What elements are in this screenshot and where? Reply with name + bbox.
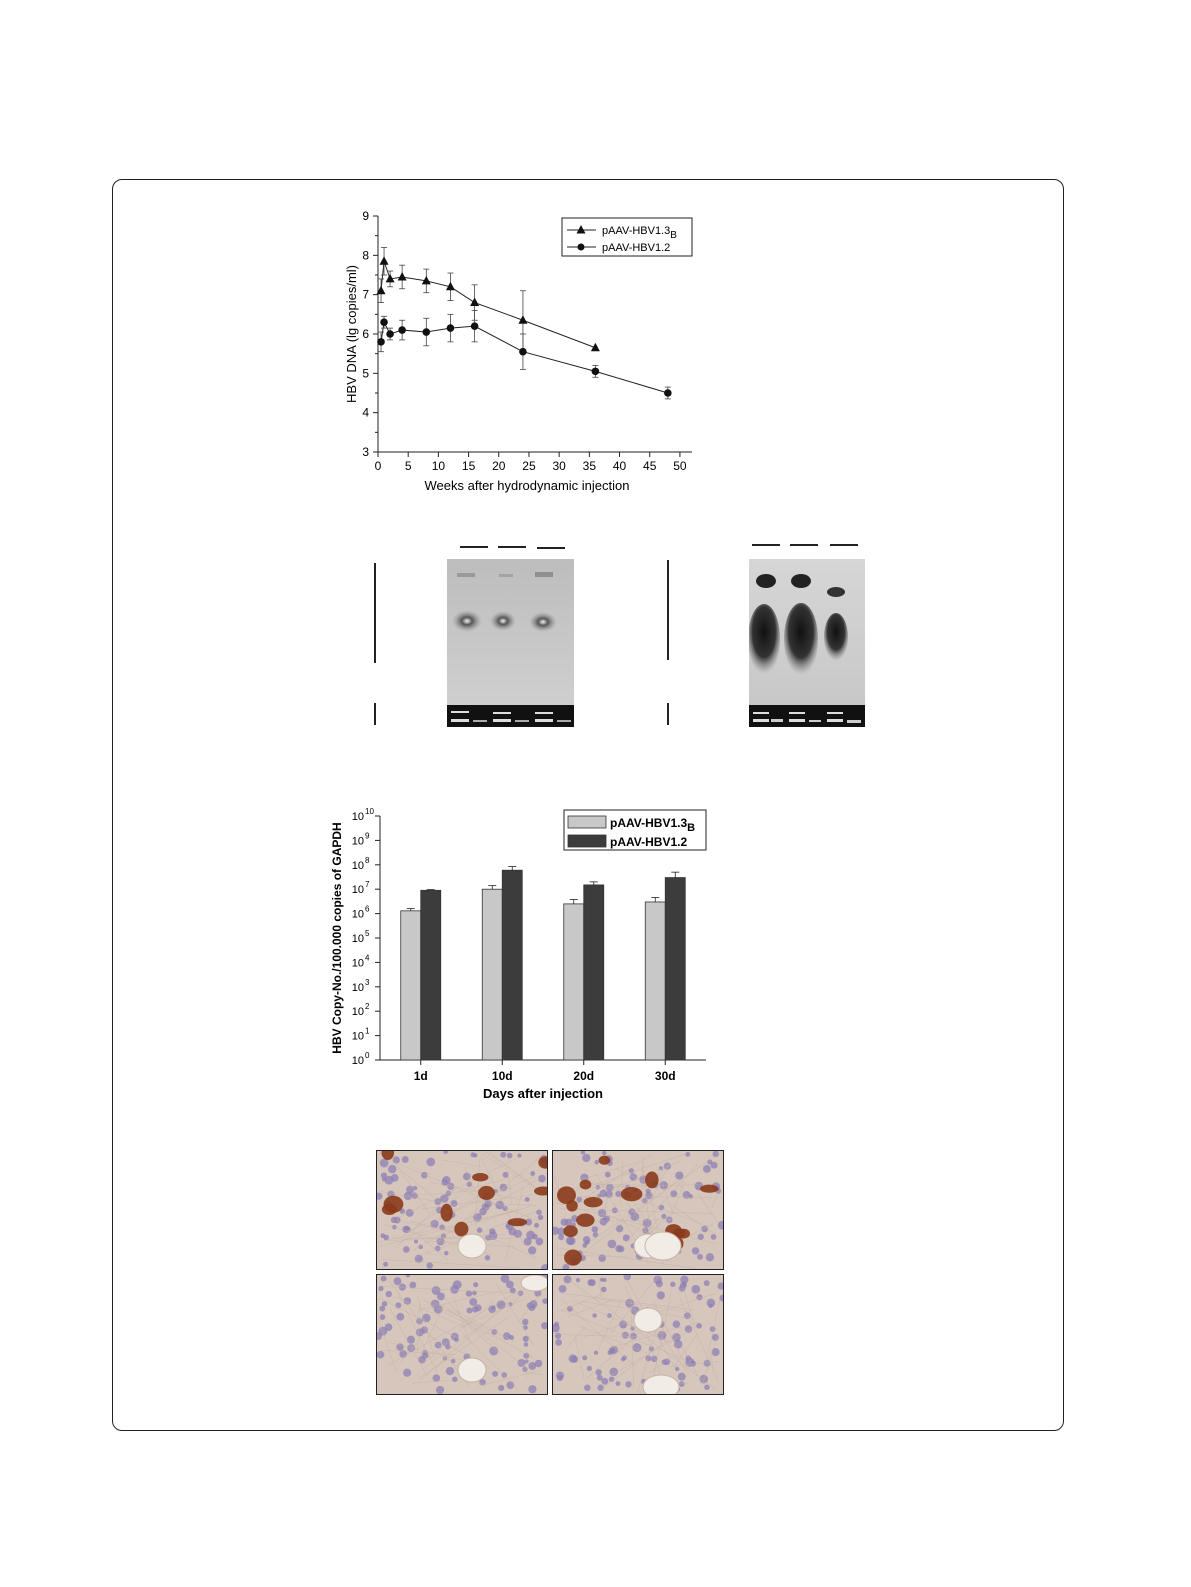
- lane-group-line: [498, 546, 526, 548]
- data-point-circle: [380, 318, 388, 326]
- legend-label: pAAV-HBV1.2: [610, 835, 688, 849]
- nucleus: [523, 1336, 529, 1342]
- y-tick-label: 10: [351, 884, 364, 897]
- legend-swatch: [568, 835, 606, 847]
- stained-hepatocyte: [580, 1180, 592, 1190]
- y-tick-label: 8: [362, 248, 369, 263]
- nucleus: [616, 1225, 624, 1233]
- nucleus: [605, 1172, 611, 1178]
- x-axis-label: Days after injection: [483, 1086, 603, 1101]
- nucleus: [657, 1291, 665, 1299]
- nucleus: [403, 1369, 411, 1377]
- x-tick-label: 50: [673, 459, 687, 473]
- ihc-photo-top-left: [376, 1150, 548, 1270]
- x-tick-label: 30: [552, 459, 566, 473]
- nucleus: [393, 1277, 401, 1285]
- x-tick-label: 5: [404, 459, 412, 473]
- nucleus: [661, 1214, 666, 1219]
- nucleus: [678, 1373, 686, 1381]
- nucleus: [471, 1152, 476, 1157]
- nucleus: [582, 1355, 587, 1360]
- nucleus: [576, 1278, 580, 1282]
- nucleus: [421, 1172, 428, 1179]
- nucleus: [697, 1254, 703, 1260]
- legend-label-subscript: B: [687, 822, 696, 834]
- data-point-circle: [664, 389, 672, 397]
- nucleus: [492, 1371, 498, 1377]
- stained-hepatocyte: [440, 1204, 452, 1222]
- lane-group-line: [790, 544, 818, 546]
- nucleus: [703, 1165, 711, 1173]
- data-point-circle: [386, 330, 394, 338]
- nucleus: [402, 1156, 409, 1163]
- nucleus: [558, 1234, 564, 1240]
- nucleus: [442, 1338, 450, 1346]
- nucleus: [583, 1236, 591, 1244]
- nucleus: [407, 1336, 415, 1344]
- data-point-circle: [377, 338, 385, 346]
- y-tick-label: 10: [351, 859, 364, 872]
- y-tick-label: 10: [351, 1055, 364, 1067]
- y-tick-exponent: 6: [365, 904, 370, 914]
- nucleus: [382, 1301, 388, 1307]
- nucleus: [514, 1230, 522, 1238]
- nucleus: [473, 1282, 478, 1287]
- hbv-dna-line-chart: [330, 200, 710, 500]
- nucleus: [704, 1280, 710, 1286]
- x-tick-label: 35: [582, 459, 597, 473]
- lane-group-line: [830, 544, 858, 546]
- bar-30d-1: [665, 878, 685, 1060]
- nucleus: [609, 1367, 618, 1376]
- nucleus: [685, 1152, 690, 1157]
- nucleus: [623, 1234, 630, 1241]
- bar-30d-0: [645, 902, 665, 1060]
- y-tick-label: 6: [362, 327, 369, 341]
- nucleus: [691, 1285, 700, 1294]
- y-tick-exponent: 7: [365, 880, 370, 890]
- nucleus: [524, 1342, 528, 1346]
- data-point-triangle: [470, 298, 479, 307]
- nucleus: [475, 1304, 482, 1311]
- nucleus: [522, 1319, 528, 1325]
- nucleus: [589, 1279, 596, 1286]
- central-vein: [643, 1375, 679, 1394]
- stained-hepatocyte: [382, 1204, 397, 1215]
- x-tick-label: 0: [374, 459, 382, 473]
- nucleus: [446, 1367, 454, 1375]
- nucleus: [530, 1300, 538, 1308]
- nucleus: [584, 1385, 591, 1392]
- nucleus: [601, 1287, 607, 1293]
- stained-hepatocyte: [700, 1185, 719, 1193]
- blot-bracket-upper-right: [667, 560, 669, 660]
- nucleus: [396, 1313, 404, 1321]
- nucleus: [690, 1361, 696, 1367]
- nucleus: [500, 1152, 506, 1158]
- nucleus: [566, 1236, 575, 1245]
- y-tick-exponent: 9: [365, 831, 370, 841]
- y-tick-label: 10: [351, 981, 364, 994]
- nucleus: [380, 1314, 386, 1320]
- nucleus: [466, 1290, 472, 1296]
- stained-hepatocyte: [564, 1250, 582, 1266]
- nucleus: [381, 1276, 387, 1282]
- y-tick-label: 10: [351, 957, 364, 970]
- stained-hepatocyte: [557, 1186, 576, 1204]
- stained-hepatocyte: [478, 1186, 495, 1200]
- nucleus: [675, 1171, 683, 1179]
- nucleus: [452, 1377, 457, 1382]
- hbv-copy-bar-chart: [328, 802, 728, 1102]
- nucleus: [587, 1366, 592, 1371]
- nucleus: [383, 1235, 389, 1241]
- ihc-photo-top-right: [552, 1150, 724, 1270]
- central-vein: [521, 1275, 547, 1291]
- nucleus: [606, 1184, 614, 1192]
- lane-group-line: [537, 547, 565, 549]
- y-tick-label: 9: [362, 209, 369, 223]
- nucleus: [704, 1384, 709, 1389]
- nucleus: [594, 1160, 598, 1164]
- data-point-circle: [471, 322, 479, 330]
- bar-20d-1: [584, 885, 604, 1060]
- nucleus: [383, 1262, 388, 1267]
- x-tick-label: 1d: [413, 1069, 428, 1083]
- nucleus: [672, 1333, 681, 1342]
- y-tick-label: 10: [351, 1030, 364, 1043]
- central-vein: [458, 1234, 486, 1258]
- nucleus: [453, 1280, 462, 1289]
- ihc-photo-bottom-left: [376, 1274, 548, 1395]
- x-tick-label: 30d: [654, 1069, 676, 1083]
- stained-hepatocyte: [563, 1225, 577, 1237]
- nucleus: [528, 1246, 536, 1254]
- legend-label: pAAV-HBV1.3B: [610, 816, 696, 834]
- stained-hepatocyte: [584, 1197, 603, 1207]
- y-tick-label: 10: [351, 835, 364, 848]
- nucleus: [433, 1374, 441, 1382]
- nucleus: [426, 1262, 432, 1268]
- nucleus: [381, 1172, 387, 1178]
- nucleus: [675, 1367, 679, 1371]
- nucleus: [536, 1238, 544, 1246]
- nucleus: [409, 1282, 416, 1289]
- y-tick-exponent: 3: [365, 977, 370, 987]
- nucleus: [466, 1307, 472, 1313]
- nucleus: [571, 1356, 578, 1363]
- stained-hepatocyte: [599, 1156, 611, 1165]
- nucleus: [621, 1357, 625, 1361]
- data-point-circle: [423, 328, 431, 336]
- legend-label: pAAV-HBV1.2: [602, 242, 671, 254]
- y-tick-label: 10: [351, 1006, 364, 1019]
- blot-bracket-upper-left: [374, 563, 376, 663]
- nucleus: [536, 1209, 541, 1214]
- nucleus: [711, 1162, 718, 1169]
- y-tick-label: 3: [362, 445, 369, 459]
- nucleus: [534, 1223, 539, 1228]
- x-tick-label: 20: [492, 459, 506, 473]
- bar-10d-0: [482, 889, 502, 1060]
- bar-1d-1: [421, 890, 441, 1060]
- nucleus: [436, 1386, 444, 1394]
- central-vein: [634, 1308, 662, 1332]
- y-tick-exponent: 10: [365, 807, 374, 816]
- y-tick-label: 10: [351, 933, 364, 945]
- southern-blot-right: [749, 559, 865, 727]
- data-point-triangle: [380, 256, 389, 265]
- bar-1d-0: [401, 911, 421, 1060]
- nucleus: [469, 1298, 477, 1306]
- nucleus: [598, 1254, 606, 1262]
- x-tick-label: 10d: [491, 1069, 513, 1083]
- nucleus: [564, 1275, 572, 1283]
- bar-10d-1: [502, 870, 522, 1060]
- nucleus: [485, 1255, 490, 1260]
- y-tick-exponent: 8: [365, 855, 370, 865]
- nucleus: [602, 1151, 606, 1155]
- nucleus: [525, 1197, 530, 1202]
- legend-swatch: [568, 816, 606, 828]
- nucleus: [555, 1339, 562, 1346]
- nucleus: [557, 1375, 563, 1381]
- nucleus: [498, 1385, 504, 1391]
- blot-bracket-lower-left: [374, 703, 376, 725]
- nucleus: [680, 1282, 687, 1289]
- nucleus: [616, 1381, 621, 1386]
- x-axis-label: Weeks after hydrodynamic injection: [424, 478, 630, 493]
- y-tick-label: 10: [351, 908, 364, 921]
- legend-marker-circle: [578, 244, 585, 251]
- nucleus: [440, 1194, 448, 1202]
- data-point-circle: [398, 326, 406, 334]
- nucleus: [699, 1375, 708, 1384]
- nucleus: [707, 1299, 715, 1307]
- nucleus: [528, 1362, 536, 1370]
- stained-hepatocyte: [621, 1187, 643, 1201]
- y-tick-exponent: 1: [365, 1026, 370, 1036]
- nucleus: [517, 1153, 521, 1157]
- nucleus: [406, 1209, 414, 1217]
- nucleus: [706, 1253, 714, 1261]
- y-tick-label: 10: [351, 811, 364, 823]
- southern-blot-left: [447, 559, 574, 727]
- x-tick-label: 40: [612, 459, 627, 473]
- nucleus: [507, 1153, 513, 1159]
- series-line-0: [381, 261, 595, 348]
- nucleus: [679, 1381, 685, 1387]
- nucleus: [554, 1322, 559, 1327]
- nucleus: [501, 1372, 507, 1378]
- nucleus: [597, 1375, 603, 1381]
- nucleus: [435, 1246, 441, 1252]
- y-tick-exponent: 2: [365, 1002, 370, 1012]
- x-tick-label: 25: [522, 459, 536, 473]
- nucleus: [592, 1313, 597, 1318]
- y-tick-exponent: 4: [365, 953, 370, 963]
- nucleus: [711, 1234, 717, 1240]
- central-vein: [645, 1232, 681, 1260]
- nucleus: [530, 1171, 535, 1176]
- nucleus: [683, 1191, 691, 1199]
- nucleus: [609, 1348, 615, 1354]
- data-point-circle: [447, 324, 455, 332]
- nucleus: [582, 1154, 590, 1162]
- nucleus: [594, 1351, 598, 1355]
- y-axis-label: HBV Copy-No./100.000 copies of GAPDH: [330, 822, 344, 1054]
- nucleus: [673, 1320, 681, 1328]
- nucleus: [555, 1333, 561, 1339]
- nucleus: [403, 1246, 410, 1253]
- lane-group-line: [460, 546, 488, 548]
- nucleus: [528, 1385, 536, 1393]
- nucleus: [711, 1348, 719, 1356]
- nucleus: [603, 1278, 607, 1282]
- data-point-circle: [519, 348, 527, 356]
- y-tick-label: 4: [362, 405, 369, 420]
- x-tick-label: 15: [461, 459, 476, 473]
- lane-group-line: [752, 544, 780, 546]
- data-point-circle: [592, 368, 600, 376]
- nucleus: [484, 1200, 492, 1208]
- nucleus: [444, 1251, 448, 1255]
- nucleus: [696, 1323, 702, 1329]
- ihc-photo-bottom-right: [552, 1274, 724, 1395]
- y-tick-label: 5: [362, 366, 369, 381]
- stained-hepatocyte: [645, 1172, 658, 1189]
- nucleus: [670, 1190, 677, 1197]
- y-tick-label: 7: [362, 287, 369, 302]
- x-tick-label: 20d: [573, 1069, 595, 1083]
- stained-hepatocyte: [454, 1222, 468, 1237]
- nucleus: [506, 1381, 514, 1389]
- nucleus: [625, 1381, 631, 1387]
- nucleus: [414, 1239, 418, 1243]
- nucleus: [432, 1286, 441, 1295]
- nucleus: [710, 1326, 716, 1332]
- nucleus: [670, 1282, 675, 1287]
- data-point-triangle: [398, 272, 407, 281]
- central-vein: [458, 1358, 486, 1382]
- nucleus: [523, 1325, 528, 1330]
- legend-label: pAAV-HBV1.3B: [602, 225, 677, 241]
- nucleus: [426, 1158, 435, 1167]
- y-tick-exponent: 5: [365, 929, 370, 938]
- x-tick-label: 10: [431, 459, 446, 473]
- stained-hepatocyte: [576, 1214, 594, 1227]
- nucleus: [608, 1240, 617, 1249]
- y-axis-label: HBV DNA (lg copies/ml): [344, 265, 359, 403]
- stained-hepatocyte: [508, 1218, 528, 1226]
- x-tick-label: 45: [643, 459, 657, 473]
- nucleus: [559, 1285, 567, 1293]
- legend-label-subscript: B: [670, 230, 677, 241]
- stained-hepatocyte: [472, 1173, 488, 1182]
- bar-20d-0: [564, 904, 584, 1060]
- nucleus: [526, 1231, 535, 1240]
- y-tick-exponent: 0: [365, 1051, 370, 1060]
- nucleus: [538, 1215, 543, 1220]
- nucleus: [592, 1226, 599, 1233]
- blot-bracket-lower-right: [667, 703, 669, 725]
- nucleus: [692, 1247, 699, 1254]
- nucleus: [615, 1245, 622, 1252]
